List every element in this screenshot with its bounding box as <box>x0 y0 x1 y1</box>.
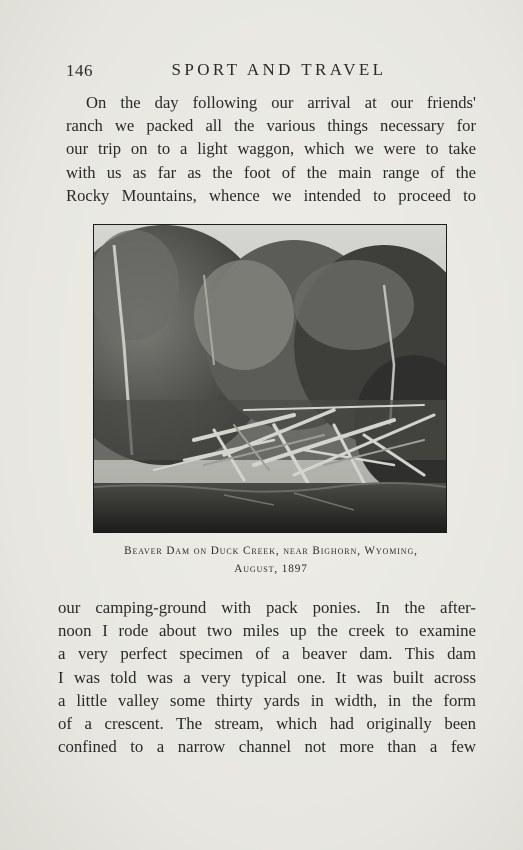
paragraph-top <box>66 91 476 207</box>
plate-caption <box>66 542 476 578</box>
text-line: noon I rode about two miles up the creek to examine <box>58 621 476 641</box>
text-line: with us as far as the foot of the main range of the <box>66 162 476 182</box>
beaver-dam-photograph <box>93 224 447 533</box>
caption-line: August, 1897 <box>234 563 308 575</box>
text-line: a little valley some thirty yards in width, in the form <box>58 690 476 710</box>
text-line: a very perfect specimen of a beaver dam. This dam <box>58 644 476 664</box>
text-line: I was told was a very typical one. It was built across <box>58 667 476 687</box>
text-line: confined to a narrow channel not more than a few <box>58 737 476 757</box>
paragraph-bottom <box>58 596 476 758</box>
page-header <box>66 60 478 84</box>
caption-line: Beaver Dam on Duck Creek, near Bighorn, Wyoming, <box>124 545 418 557</box>
text-line: our camping-ground with pack ponies. In the after- <box>58 598 476 617</box>
running-head: SPORT AND TRAVEL <box>171 60 387 79</box>
page-number: 146 <box>66 61 93 80</box>
text-line: of a crescent. The stream, which had originally been <box>58 713 476 733</box>
text-line: ranch we packed all the various things necessary for <box>66 116 476 136</box>
text-line: On the day following our arrival at our friends' <box>86 93 476 112</box>
text-line: our trip on to a light waggon, which we were to take <box>66 139 476 159</box>
text-line: Rocky Mountains, whence we intended to proceed to <box>66 185 476 205</box>
